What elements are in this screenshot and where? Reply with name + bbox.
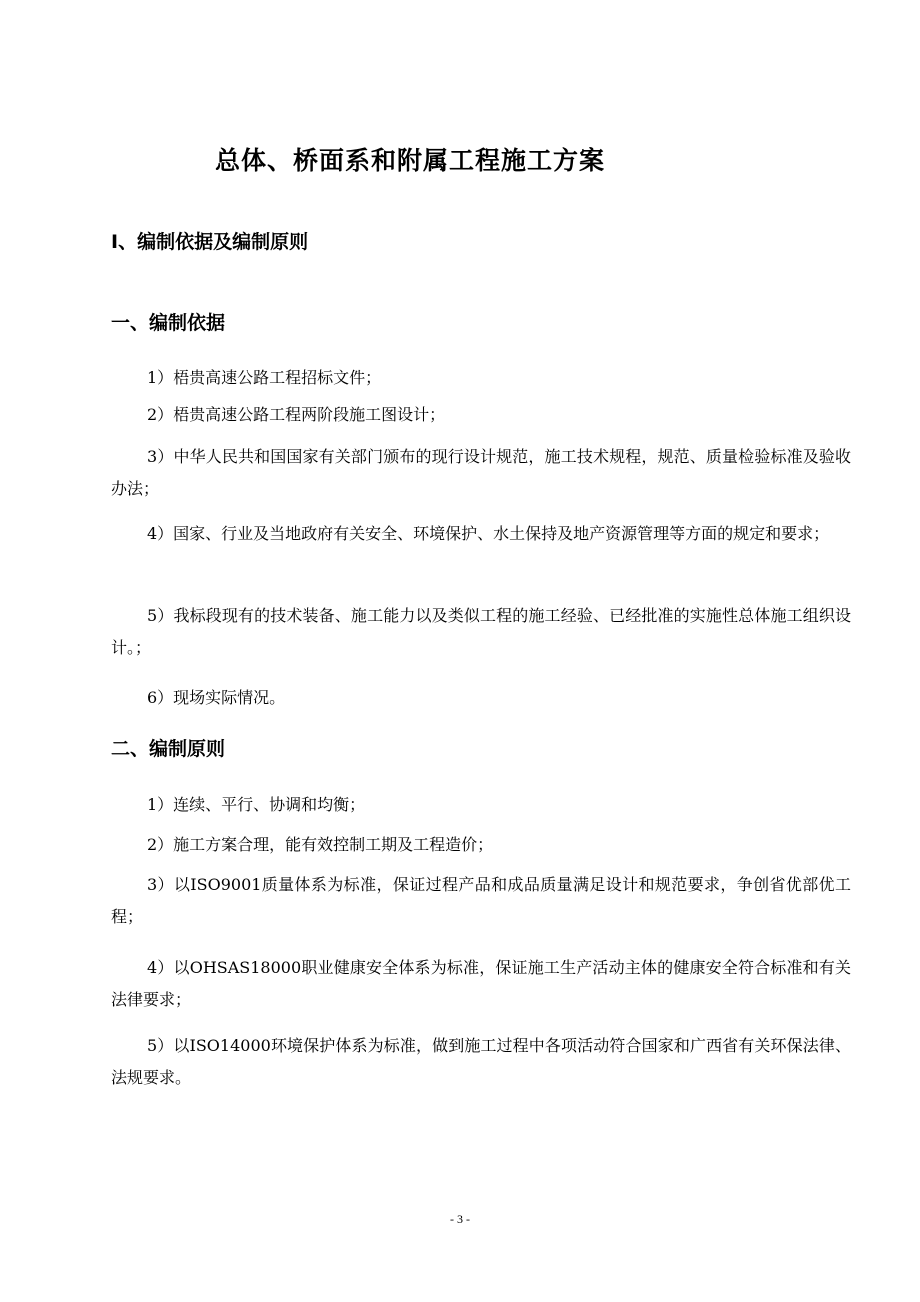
basis-item-2: 2）梧贵高速公路工程两阶段施工图设计； — [147, 405, 446, 424]
basis-item-1: 1）梧贵高速公路工程招标文件； — [147, 368, 382, 387]
page-number: - 3 - — [450, 1212, 470, 1226]
principle-item-3: 3）以ISO9001质量体系为标准，保证过程产品和成品质量满足设计和规范要求，争创省优部优工程； — [111, 875, 851, 926]
principle-item-2: 2）施工方案合理，能有效控制工期及工程造价； — [147, 835, 494, 854]
basis-item-6: 6）现场实际情况。 — [147, 688, 286, 707]
principle-item-1: 1）连续、平行、协调和均衡； — [147, 795, 366, 814]
principle-item-5: 5）以ISO14000环境保护体系为标准，做到施工过程中各项活动符合国家和广西省有关环保法律、法规要求。 — [111, 1036, 851, 1087]
basis-item-5: 5）我标段现有的技术装备、施工能力以及类似工程的施工经验、已经批准的实施性总体施工组织设计。； — [111, 606, 851, 657]
document-title: 总体、桥面系和附属工程施工方案 — [214, 146, 605, 175]
principle-item-4: 4）以OHSAS18000职业健康安全体系为标准，保证施工生产活动主体的健康安全符合标准和有关法律要求； — [111, 958, 851, 1009]
basis-item-3: 3）中华人民共和国国家有关部门颁布的现行设计规范，施工技术规程，规范、质量检验标准及验收办法； — [111, 447, 851, 498]
section-heading-principles: 二、编制原则 — [111, 738, 226, 760]
section-heading-basis: 一、编制依据 — [111, 312, 226, 334]
basis-item-4: 4）国家、行业及当地政府有关安全、环境保护、水土保持及地产资源管理等方面的规定和要求； — [147, 524, 830, 543]
main-heading: Ⅰ、编制依据及编制原则 — [111, 231, 309, 253]
